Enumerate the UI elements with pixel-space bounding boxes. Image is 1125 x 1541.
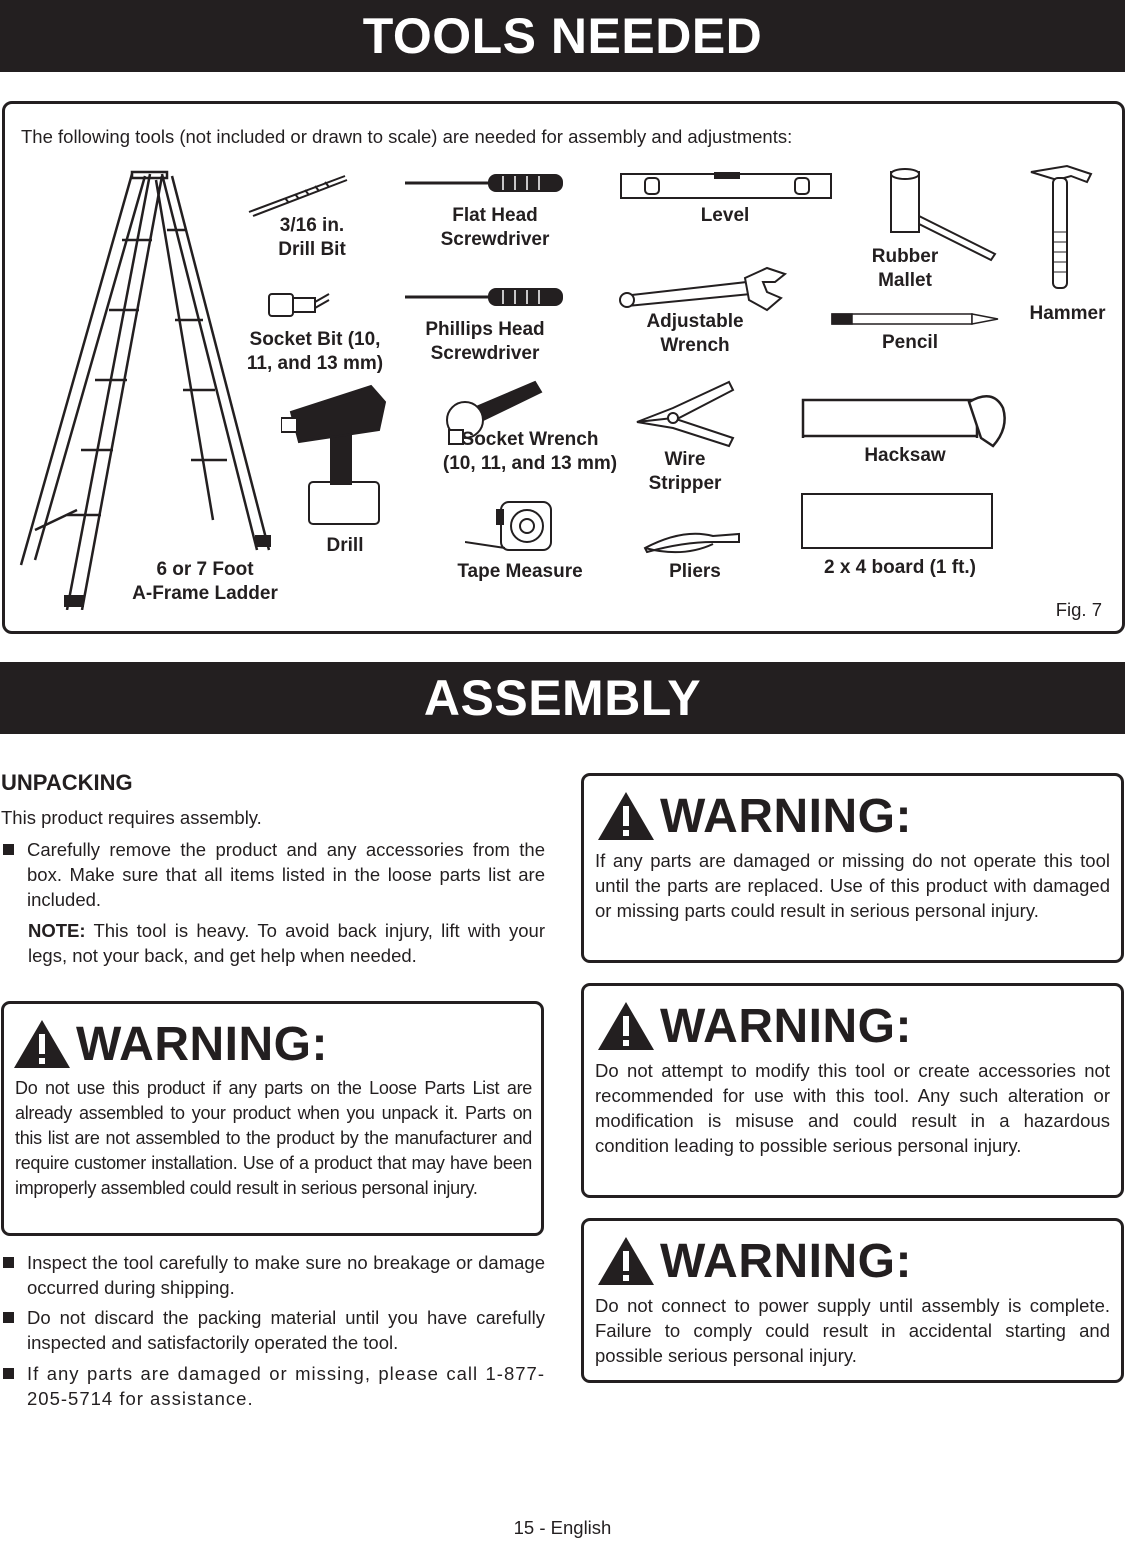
label-level: Level [700,205,750,226]
label-ladder: 6 or 7 Foot A-Frame Ladder [132,559,278,604]
bullet-text: Carefully remove the product and any accessories from the box. Make sure that all items listed in the loose parts list are included. [27,839,545,910]
drill-bit-icon [245,172,350,217]
label-hacksaw: Hacksaw [864,445,946,466]
bullet-keep-packing [0,1305,545,1355]
warning-text: If any parts are damaged or missing do not operate this tool until the parts are replaced. Use of this product with damaged or missing parts could result in serious personal injury. [595,850,1110,921]
unpacking-intro: This product requires assembly. [1,807,262,828]
label-phillips-screwdriver: Phillips Head Screwdriver [425,319,545,364]
label-drill-bit: 3/16 in. Drill Bit [278,215,346,260]
bullet-square-icon [3,1257,14,1268]
pencil-icon [830,312,1000,326]
hacksaw-icon [797,388,1012,452]
label-rubber-mallet: Rubber Mallet [871,246,939,291]
warning-text: Do not use this product if any parts on the Loose Parts List are already assembled to your product when you unpack it. Parts on this list are not assembled to the product by the manufacturer and require customer installation. Use of a product that may have been improperly assembled could result in serious personal injury. [15,1078,532,1198]
warning-text: Do not attempt to modify this tool or create accessories not recommended for use with this tool. Any such alteration or modification is misuse and could result in a hazardous condition leading to possible serious personal injury. [595,1060,1110,1156]
wire-stripper-icon [633,378,743,450]
label-pliers: Pliers [669,561,721,582]
bullet-square-icon [3,1312,14,1323]
note-label: NOTE: [28,920,86,941]
label-adjustable-wrench: Adjustable Wrench [646,311,744,356]
bullet-square-icon [3,844,14,855]
warning-header [596,1231,912,1291]
tools-intro: The following tools (not included or drawn to scale) are needed for assembly and adjustments: [21,126,793,147]
warning-box-damaged-parts [581,773,1124,963]
level-icon [619,172,834,200]
label-wire-stripper: Wire Stripper [648,449,722,494]
warning-box-loose-parts [1,1001,544,1236]
warning-title: WARNING: [660,1234,912,1288]
bullet-text: Do not discard the packing material until you have carefully inspected and satisfactorily operated the tool. [27,1307,545,1353]
note-text: This tool is heavy. To avoid back injury, lift with your legs, not your back, and get help when needed. [28,920,545,966]
warning-triangle-icon [596,1000,656,1052]
label-socket-bit: Socket Bit (10, 11, and 13 mm) [246,329,384,374]
warning-box-modify [581,983,1124,1198]
warning-title: WARNING: [660,999,912,1053]
label-flat-screwdriver: Flat Head Screwdriver [440,205,550,250]
pliers-icon [643,522,743,558]
label-board: 2 x 4 board (1 ft.) [823,557,977,578]
bullet-inspect-tool [0,1250,545,1300]
bullet-square-icon [3,1368,14,1379]
label-drill: Drill [326,535,364,556]
phillips-screwdriver-icon [403,284,568,310]
bullet-text: Inspect the tool carefully to make sure no breakage or damage occurred during shipping. [27,1252,545,1298]
figure-label: Fig. 7 [1055,599,1102,620]
label-hammer: Hammer [1029,303,1106,324]
page-footer: 15 - English [513,1517,612,1538]
warning-triangle-icon [596,1235,656,1287]
socket-bit-icon [263,284,333,322]
warning-header [596,996,912,1056]
label-pencil: Pencil [882,332,938,353]
unpacking-heading: UNPACKING [1,770,133,795]
warning-box-power-supply [581,1218,1124,1383]
board-icon [800,492,995,550]
warning-title: WARNING: [660,789,912,843]
hammer-icon [1027,162,1097,292]
bullet-call-assistance [0,1361,545,1411]
warning-triangle-icon [12,1018,72,1070]
warning-text: Do not connect to power supply until assembly is complete. Failure to comply could result in accidental starting and possible serious personal injury. [595,1295,1110,1366]
warning-title: WARNING: [76,1017,328,1071]
warning-header [12,1014,328,1074]
tape-measure-icon [465,500,555,554]
adjustable-wrench-icon [617,264,792,314]
warning-triangle-icon [596,790,656,842]
assembly-banner: ASSEMBLY [0,662,1125,734]
flat-screwdriver-icon [403,170,568,196]
bullet-remove-product [0,837,545,912]
bullet-text: If any parts are damaged or missing, please call 1-877-205-5714 for assistance. [27,1363,545,1409]
warning-header [596,786,912,846]
tools-needed-banner: TOOLS NEEDED [0,0,1125,72]
drill-icon [281,382,391,528]
label-socket-wrench: Socket Wrench (10, 11, and 13 mm) [442,429,618,474]
note-paragraph [28,918,545,968]
tools-figure [2,101,1125,634]
ladder-icon [17,170,272,610]
label-tape-measure: Tape Measure [457,561,583,582]
